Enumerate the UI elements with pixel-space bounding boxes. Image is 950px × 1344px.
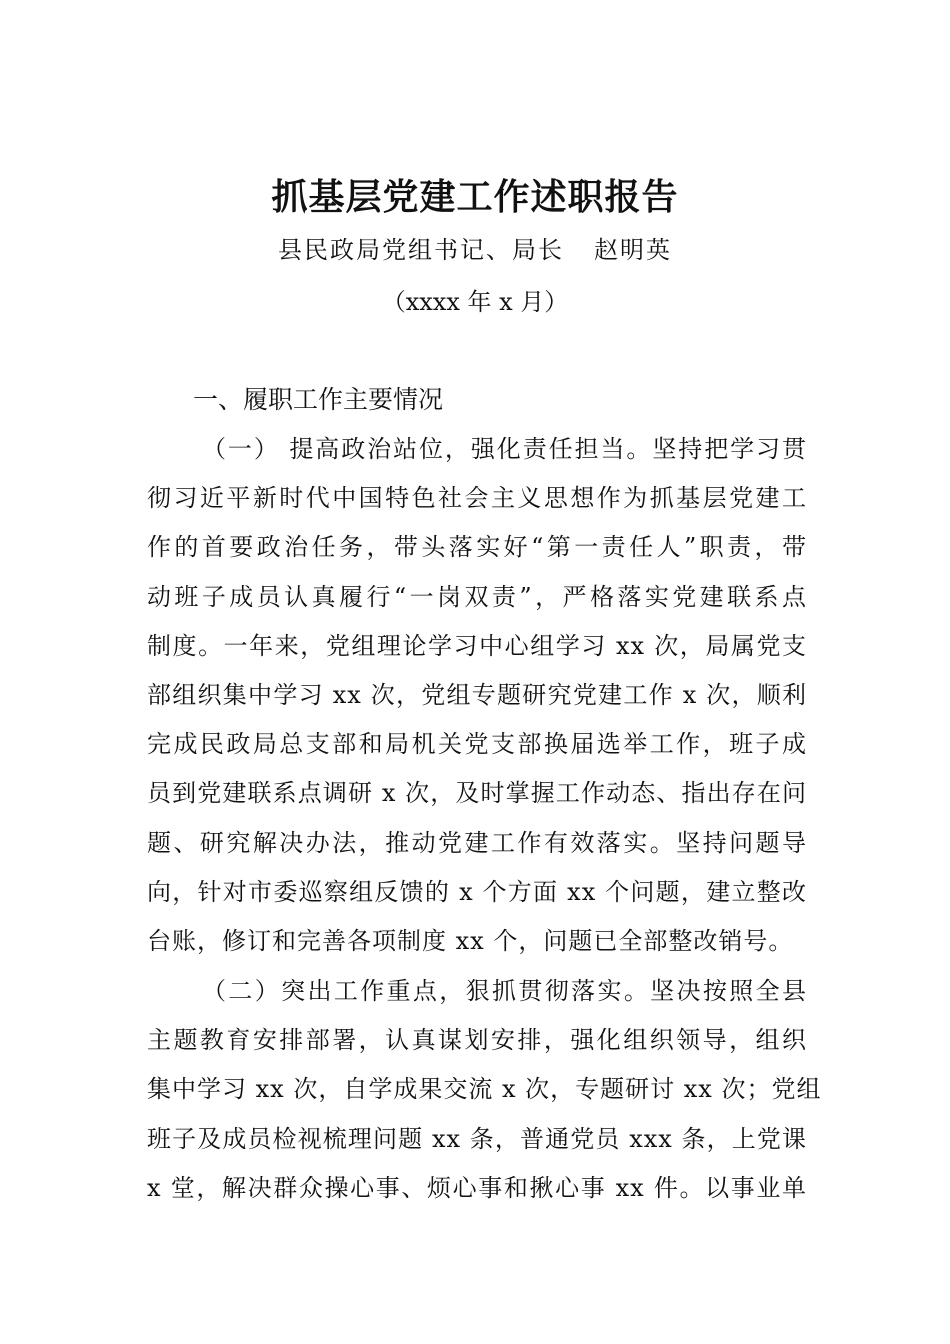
report-date: （xxxx 年 x 月） — [381, 288, 569, 316]
paragraph-line: （一） 提高政治站位，强化责任担当。坚持把学习贯 — [202, 435, 807, 463]
document-title: 抓基层党建工作述职报告 — [271, 177, 679, 218]
paragraph-line: 班子及成员检视梳理问题 xx 条，普通党员 xxx 条，上党课 — [147, 1124, 807, 1153]
author-name: 赵明英 — [594, 236, 672, 264]
paragraph-line: 台账，修订和完善各项制度 xx 个，问题已全部整改销号。 — [147, 926, 794, 955]
author-line — [0, 230, 950, 270]
author-position: 县民政局党组书记、局长 — [278, 236, 564, 264]
paragraph-line: （二）突出工作重点，狠抓贯彻落实。坚决按照全县 — [202, 977, 807, 1005]
paragraph-line: 完成民政局总支部和局机关党支部换届选举工作，班子成 — [147, 730, 807, 759]
paragraph-line: 集中学习 xx 次，自学成果交流 x 次，专题研讨 xx 次；党组 — [147, 1075, 822, 1104]
paragraph-line: 动班子成员认真履行“一岗双责”，严格落实党建联系点 — [147, 582, 807, 611]
paragraph-line: 作的首要政治任务，带头落实好“第一责任人”职责，带 — [147, 533, 807, 562]
paragraph-2 — [147, 967, 822, 1213]
paragraph-line: 题、研究解决办法，推动党建工作有效落实。坚持问题导 — [147, 828, 807, 857]
paragraph-line: 员到党建联系点调研 x 次，及时掌握工作动态、指出存在问 — [147, 779, 807, 808]
paragraph-1 — [147, 425, 807, 966]
paragraph-line: 彻习近平新时代中国特色社会主义思想作为抓基层党建工 — [147, 484, 807, 513]
paragraph-line: 制度。一年来，党组理论学习中心组学习 xx 次，局属党支 — [147, 631, 807, 660]
paragraph-line: 向，针对市委巡察组反馈的 x 个方面 xx 个问题，建立整改 — [147, 877, 807, 906]
paragraph-line: x 堂，解决群众操心事、烦心事和揪心事 xx 件。以事业单 — [147, 1173, 807, 1202]
section-heading: 一、履职工作主要情况 — [193, 385, 444, 414]
paragraph-line: 主题教育安排部署，认真谋划安排，强化组织领导，组织 — [147, 1026, 807, 1055]
paragraph-line: 部组织集中学习 xx 次，党组专题研究党建工作 x 次，顺利 — [147, 680, 807, 709]
